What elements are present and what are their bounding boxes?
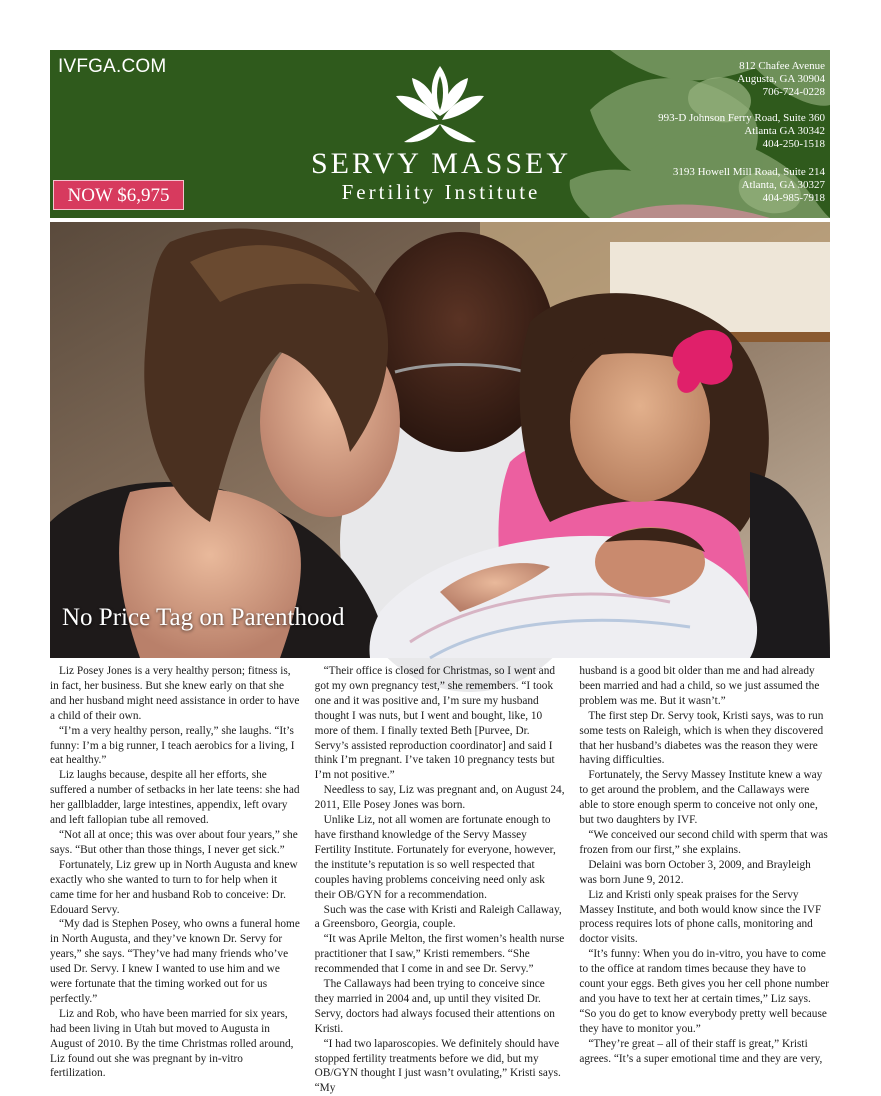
paragraph: “Their office is closed for Christmas, so I went and got my own pregnancy test,” she remembers. “I took one and it was positive and, I’m sure my husband thought I was nuts, but I went and bought, like, 10 more of them. I finally texted Beth [Purvee, Dr. Servy’s assisted reproduction coordinator] and said I think I’m pregnant. I’ve taken 10 pregnancy tests but I’m not positive.” [314, 665, 555, 782]
price-badge: NOW $6,975 [53, 180, 184, 210]
paragraph: Liz Posey Jones is a very healthy person; fitness is, in fact, her business. But she knew early on that she and her husband might need assistance in order to have a child of their own. [50, 665, 300, 722]
lotus-flower-icon [390, 62, 490, 144]
address-johnson-ferry [615, 112, 825, 151]
paragraph: “I had two laparoscopies. We definitely should have stopped fertility treatments before we did, but my OB/GYN thought I just wasn’t ovulating,” Kristi says. “My [314, 1037, 561, 1095]
article-column-1 [50, 664, 301, 1080]
paragraph: Liz laughs because, despite all her efforts, she suffered a number of setbacks in her late teens: she had her gallbladder, large intestines, appendix, left ovary and left fallopian tube all removed. [50, 769, 300, 827]
paragraph: Delaini was born October 3, 2009, and Brayleigh was born June 9, 2012. [579, 858, 811, 886]
address-phone[interactable]: 404-250-1518 [762, 138, 825, 150]
family-photo [50, 222, 830, 658]
paragraph: “They’re great – all of their staff is great,” Kristi agrees. “It’s a super emotional time and they are very, [579, 1037, 823, 1065]
article-column-2 [314, 664, 566, 1095]
logo-subtitle: Fertility Institute [341, 180, 541, 204]
address-city: Atlanta GA 30342 [744, 125, 825, 137]
logo-name: SERVY MASSEY [310, 147, 572, 180]
paragraph: “My dad is Stephen Posey, who owns a funeral home in North Augusta, and they’ve known Dr. Servy for years,” she says. “They’ve had many friends who’ve used Dr. Servy. I knew I wanted to use him and we were fortunate that the timing worked out for us perfectly.” [50, 918, 300, 1005]
address-phone[interactable]: 404-985-7918 [762, 192, 825, 204]
paragraph: “We conceived our second child with sperm that was frozen from our first,” she explains. [579, 828, 828, 856]
address-line: 3193 Howell Mill Road, Suite 214 [672, 166, 825, 178]
address-city: Atlanta, GA 30327 [741, 179, 825, 191]
paragraph: Fortunately, the Servy Massey Institute knew a way to get around the problem, and the Callaways were able to store enough sperm to conceive not only one, but two daughters by IVF. [579, 769, 823, 827]
address-phone[interactable]: 706-724-0228 [762, 86, 825, 98]
family-photo-illustration [50, 222, 830, 658]
paragraph: “I’m a very healthy person, really,” she laughs. “It’s funny: I’m a big runner, I teach aerobics for a living, I eat healthy.” [50, 724, 295, 767]
address-line: 993-D Johnson Ferry Road, Suite 360 [658, 112, 825, 124]
paragraph: “It was Aprile Melton, the first women’s health nurse practitioner that I saw,” Kristi remembers. “She recommended that I come in and see Dr. Servy.” [314, 933, 565, 976]
header-banner [50, 50, 830, 218]
paragraph: The first step Dr. Servy took, Kristi says, was to run some tests on Raleigh, which is when they discovered that her husband’s diabetes was the reason they were having difficulties. [579, 709, 824, 767]
address-howell-mill [615, 166, 825, 205]
article-column-3 [579, 664, 830, 1074]
site-url[interactable]: IVFGA.COM [58, 56, 167, 77]
article-body [50, 664, 830, 1095]
paragraph: husband is a good bit older than me and had already been married and had a child, so we just assumed the problem was me. But it wasn’t.” [579, 665, 820, 707]
address-line: 812 Chafee Avenue [739, 60, 825, 72]
paragraph: Such was the case with Kristi and Raleigh Callaway, a Greensboro, Georgia, couple. [314, 903, 562, 931]
paragraph: The Callaways had been trying to conceive since they married in 2004 and, up until they visited Dr. Servy, doctors had always focused their attentions on Kristi. [314, 978, 555, 1035]
paragraph: Fortunately, Liz grew up in North Augusta and knew exactly who she wanted to turn to for help when it came time for her and husband Rob to conceive: Dr. Edouard Servy. [50, 858, 298, 916]
paragraph: “It’s funny: When you do in-vitro, you have to come to the office at random times because they have to count your eggs. Beth gives you her cell phone number and you have to text her at certain times,” Liz says. “So you do get to know everybody pretty well because they have to monitor you.” [579, 948, 830, 1035]
address-city: Augusta, GA 30904 [737, 73, 825, 85]
paragraph: Unlike Liz, not all women are fortunate enough to have firsthand knowledge of the Servy Massey Fertility Institute. Fortunately for everyone, however, the institute’s reputation is so well respected that couples having problems conceiving need only ask their OB/GYN for a recommendation. [314, 814, 556, 901]
paragraph: Liz and Rob, who have been married for six years, had been living in Utah but moved to Augusta in August of 2010. By the time Christmas rolled around, Liz found out she was pregnant by in-vitro fertilization. [50, 1007, 294, 1080]
paragraph: “Not all at once; this was over about four years,” she says. “But other than those things, I never get sick.” [50, 828, 298, 856]
paragraph: Liz and Kristi only speak praises for the Servy Massey Institute, and both would know since the IVF process requires lots of phone calls, monitoring and doctor visits. [579, 888, 822, 946]
address-augusta [615, 60, 825, 99]
paragraph: Needless to say, Liz was pregnant and, on August 24, 2011, Elle Posey Jones was born. [314, 784, 565, 812]
photo-caption: No Price Tag on Parenthood [62, 604, 345, 631]
